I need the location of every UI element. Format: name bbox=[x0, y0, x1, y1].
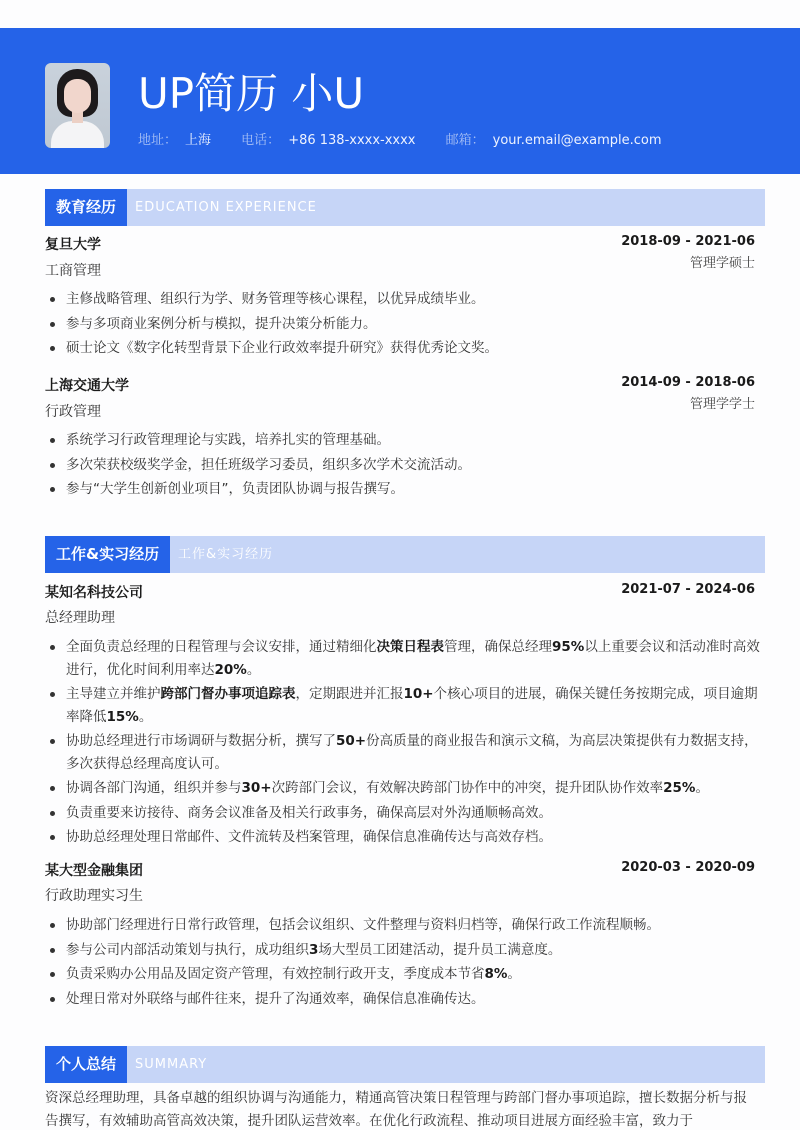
company-name: 某知名科技公司 bbox=[45, 585, 143, 601]
section-title-en: SUMMARY bbox=[135, 1057, 208, 1072]
summary-text: 资深总经理助理，具备卓越的组织协调与沟通能力，精通高管决策日程管理与跨部门督办事项追踪，擅长数据分析与报告撰写，有效辅助高管高效决策，提升团队运营效率。在优化行政流程、推动项目进展方面经验丰富，致力于 bbox=[45, 1090, 747, 1129]
education-bullets bbox=[45, 288, 760, 362]
major: 行政管理 bbox=[45, 404, 101, 420]
work-date: 2021-07 - 2024-06 bbox=[621, 582, 755, 597]
school-name: 复旦大学 bbox=[45, 237, 101, 253]
bullet-item: 参与公司内部活动策划与执行，成功组织3场大型员工团建活动，提升员工满意度。 bbox=[45, 939, 760, 962]
email-value: your.email@example.com bbox=[492, 133, 662, 148]
job-role: 总经理助理 bbox=[45, 610, 115, 626]
contact-phone bbox=[241, 132, 415, 150]
bullet-item: 硕士论文《数字化转型背景下企业行政效率提升研究》获得优秀论文奖。 bbox=[45, 337, 760, 360]
profile-photo bbox=[45, 63, 110, 148]
contact-info bbox=[138, 132, 688, 150]
job-role: 行政助理实习生 bbox=[45, 888, 143, 904]
company-name: 某大型金融集团 bbox=[45, 863, 143, 879]
degree: 管理学硕士 bbox=[689, 256, 755, 271]
school-name: 上海交通大学 bbox=[45, 378, 129, 394]
education-date: 2014-09 - 2018-06 bbox=[621, 375, 755, 390]
bullet-item: 参与“大学生创新创业项目”，负责团队协调与报告撰写。 bbox=[45, 478, 760, 501]
section-title-cn: 教育经历 bbox=[45, 189, 127, 226]
bullet-item: 负责采购办公用品及固定资产管理，有效控制行政开支，季度成本节省8%。 bbox=[45, 963, 760, 986]
address-value: 上海 bbox=[185, 133, 212, 148]
work-bullets bbox=[45, 914, 760, 1012]
section-header-summary bbox=[45, 1046, 765, 1083]
contact-email bbox=[446, 132, 662, 150]
bullet-item: 处理日常对外联络与邮件往来，提升了沟通效率，确保信息准确传达。 bbox=[45, 988, 760, 1011]
address-label: 地址： bbox=[138, 133, 178, 148]
major: 工商管理 bbox=[45, 263, 101, 279]
phone-value: +86 138-xxxx-xxxx bbox=[288, 133, 416, 148]
resume-header bbox=[0, 28, 800, 174]
contact-address bbox=[138, 132, 211, 150]
work-bullets bbox=[45, 636, 760, 851]
bullet-item: 主修战略管理、组织行为学、财务管理等核心课程，以优异成绩毕业。 bbox=[45, 288, 760, 311]
bullet-item: 参与多项商业案例分析与模拟，提升决策分析能力。 bbox=[45, 313, 760, 336]
education-bullets bbox=[45, 429, 760, 503]
degree: 管理学学士 bbox=[689, 397, 755, 412]
education-date: 2018-09 - 2021-06 bbox=[621, 234, 755, 249]
bullet-item: 协调各部门沟通，组织并参与30+次跨部门会议，有效解决跨部门协作中的冲突，提升团队协作效率25%。 bbox=[45, 777, 760, 800]
work-date: 2020-03 - 2020-09 bbox=[621, 860, 755, 875]
section-header-education bbox=[45, 189, 765, 226]
section-title-cn: 个人总结 bbox=[45, 1046, 127, 1083]
bullet-item: 协助部门经理进行日常行政管理，包括会议组织、文件整理与资料归档等，确保行政工作流程顺畅。 bbox=[45, 914, 760, 937]
bullet-item: 负责重要来访接待、商务会议准备及相关行政事务，确保高层对外沟通顺畅高效。 bbox=[45, 802, 760, 825]
email-label: 邮箱： bbox=[445, 133, 485, 148]
bullet-item: 系统学习行政管理理论与实践，培养扎实的管理基础。 bbox=[45, 429, 760, 452]
bullet-item: 主导建立并维护跨部门督办事项追踪表，定期跟进并汇报10+个核心项目的进展，确保关键任务按期完成，项目逾期率降低15%。 bbox=[45, 683, 760, 728]
section-title-cn: 工作&实习经历 bbox=[45, 536, 170, 573]
section-header-work bbox=[45, 536, 765, 573]
section-title-en: 工作&实习经历 bbox=[178, 547, 274, 562]
bullet-item: 协助总经理处理日常邮件、文件流转及档案管理，确保信息准确传达与高效存档。 bbox=[45, 826, 760, 849]
candidate-name: UP简历 小U bbox=[138, 69, 365, 118]
bullet-item: 全面负责总经理的日程管理与会议安排，通过精细化决策日程表管理，确保总经理95%以上重要会议和活动准时高效进行，优化时间利用率达20%。 bbox=[45, 636, 760, 681]
phone-label: 电话： bbox=[241, 133, 281, 148]
section-title-en: EDUCATION EXPERIENCE bbox=[135, 200, 317, 215]
bullet-item: 协助总经理进行市场调研与数据分析，撰写了50+份高质量的商业报告和演示文稿，为高层决策提供有力数据支持，多次获得总经理高度认可。 bbox=[45, 730, 760, 775]
bullet-item: 多次荣获校级奖学金，担任班级学习委员，组织多次学术交流活动。 bbox=[45, 454, 760, 477]
